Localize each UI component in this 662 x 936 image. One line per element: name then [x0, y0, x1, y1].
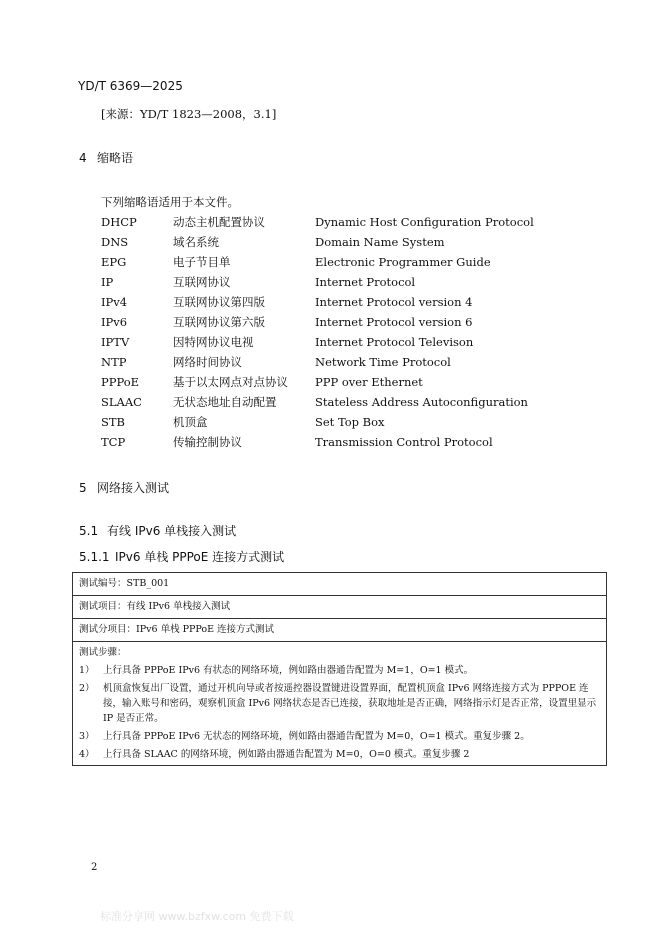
abbreviation-term: DNS — [101, 235, 129, 249]
abbreviation-chinese: 机顶盒 — [173, 415, 208, 429]
abbreviation-row — [101, 274, 555, 294]
section-4-heading — [79, 149, 133, 166]
abbreviation-term: EPG — [101, 255, 127, 269]
abbreviation-term: STB — [101, 415, 125, 429]
abbreviation-term: NTP — [101, 355, 127, 369]
abbreviation-row — [101, 314, 555, 334]
test-subitem-row: 测试分项目：IPv6 单栈 PPPoE 连接方式测试 — [73, 619, 606, 642]
abbreviation-row — [101, 374, 555, 394]
abbreviation-english: Dynamic Host Configuration Protocol — [315, 215, 534, 229]
step-text: 上行具备 PPPoE IPv6 有状态的网络环境，例如路由器通告配置为 M=1，O=1 模式。 — [103, 665, 474, 676]
step-text: 机顶盒恢复出厂设置，通过开机向导或者按遥控器设置键进设置界面，配置机顶盒 IPv6 网络连接方式为 PPPOE 连接，输入账号和密码，观察机顶盒 IPv6 网络状态是否已连接，获取地址是否正确，网络指示灯是否正常，设置里显示 IP 是否正常。 — [103, 683, 597, 724]
abbreviation-row — [101, 294, 555, 314]
abbreviation-term: IPTV — [101, 335, 130, 349]
abbreviation-row — [101, 354, 555, 374]
test-step — [79, 729, 600, 744]
abbreviation-row — [101, 234, 555, 254]
abbreviation-chinese: 互联网协议第六版 — [173, 315, 265, 329]
abbreviation-row — [101, 434, 555, 454]
abbreviation-english: Stateless Address Autoconfiguration — [315, 395, 528, 409]
abbreviation-list — [101, 214, 555, 454]
abbreviation-term: IP — [101, 275, 114, 289]
section-title: 有线 IPv6 单栈接入测试 — [107, 524, 237, 538]
section-title: 缩略语 — [97, 151, 134, 165]
abbreviation-english: Internet Protocol version 6 — [315, 315, 473, 329]
step-number: 1） — [79, 665, 95, 676]
abbreviation-intro: 下列缩略语适用于本文件。 — [101, 195, 239, 209]
abbreviation-chinese: 因特网协议电视 — [173, 335, 254, 349]
test-step — [79, 747, 600, 762]
test-item-row: 测试项目：有线 IPv6 单栈接入测试 — [73, 596, 606, 619]
abbreviation-term: IPv6 — [101, 315, 128, 329]
test-steps-row — [73, 642, 606, 765]
document-header: YD/T 6369—2025 — [78, 79, 183, 93]
abbreviation-english: Network Time Protocol — [315, 355, 451, 369]
page-number: 2 — [91, 862, 98, 873]
source-note: [来源：YD/T 1823—2008，3.1] — [101, 107, 277, 121]
test-id-row: 测试编号：STB_001 — [73, 573, 606, 596]
abbreviation-row — [101, 414, 555, 434]
abbreviation-english: Domain Name System — [315, 235, 445, 249]
section-number: 5 — [79, 481, 87, 495]
abbreviation-row — [101, 394, 555, 414]
step-text: 上行具备 SLAAC 的网络环境，例如路由器通告配置为 M=0，O=0 模式。重复步骤 2 — [103, 749, 470, 760]
section-number: 5.1.1 — [79, 550, 110, 564]
section-title: 网络接入测试 — [97, 481, 170, 495]
abbreviation-term: SLAAC — [101, 395, 142, 409]
abbreviation-english: Internet Protocol Televison — [315, 335, 474, 349]
steps-list — [79, 663, 600, 762]
test-step — [79, 681, 600, 726]
abbreviation-chinese: 传输控制协议 — [173, 435, 242, 449]
section-number: 5.1 — [79, 524, 99, 538]
abbreviation-term: DHCP — [101, 215, 137, 229]
abbreviation-english: Internet Protocol — [315, 275, 416, 289]
section-5-1-1-heading — [79, 548, 284, 565]
abbreviation-chinese: 域名系统 — [173, 235, 219, 249]
abbreviation-row — [101, 214, 555, 234]
abbreviation-row — [101, 334, 555, 354]
watermark: 标准分享网 www.bzfxw.com 免费下载 — [100, 910, 294, 923]
test-case-table — [72, 572, 607, 766]
abbreviation-english: Transmission Control Protocol — [315, 435, 493, 449]
abbreviation-english: Internet Protocol version 4 — [315, 295, 473, 309]
abbreviation-term: PPPoE — [101, 375, 140, 389]
abbreviation-english: Electronic Programmer Guide — [315, 255, 491, 269]
step-number: 4） — [79, 749, 95, 760]
abbreviation-english: Set Top Box — [315, 415, 385, 429]
abbreviation-chinese: 无状态地址自动配置 — [173, 395, 277, 409]
step-text: 上行具备 PPPoE IPv6 无状态的网络环境，例如路由器通告配置为 M=0，O=1 模式。重复步骤 2。 — [103, 731, 530, 742]
abbreviation-chinese: 基于以太网点对点协议 — [173, 375, 288, 389]
step-number: 2） — [79, 683, 95, 694]
abbreviation-chinese: 互联网协议第四版 — [173, 295, 265, 309]
section-title: IPv6 单栈 PPPoE 连接方式测试 — [115, 550, 285, 564]
steps-label: 测试步骤： — [79, 647, 127, 658]
abbreviation-chinese: 动态主机配置协议 — [173, 215, 265, 229]
section-5-1-heading — [79, 522, 236, 539]
abbreviation-chinese: 网络时间协议 — [173, 355, 242, 369]
step-number: 3） — [79, 731, 95, 742]
abbreviation-english: PPP over Ethernet — [315, 375, 423, 389]
abbreviation-row — [101, 254, 555, 274]
section-number: 4 — [79, 151, 87, 165]
abbreviation-chinese: 互联网协议 — [173, 275, 231, 289]
abbreviation-term: IPv4 — [101, 295, 128, 309]
abbreviation-chinese: 电子节目单 — [173, 255, 231, 269]
test-step — [79, 663, 600, 678]
section-5-heading — [79, 479, 169, 496]
abbreviation-term: TCP — [101, 435, 126, 449]
